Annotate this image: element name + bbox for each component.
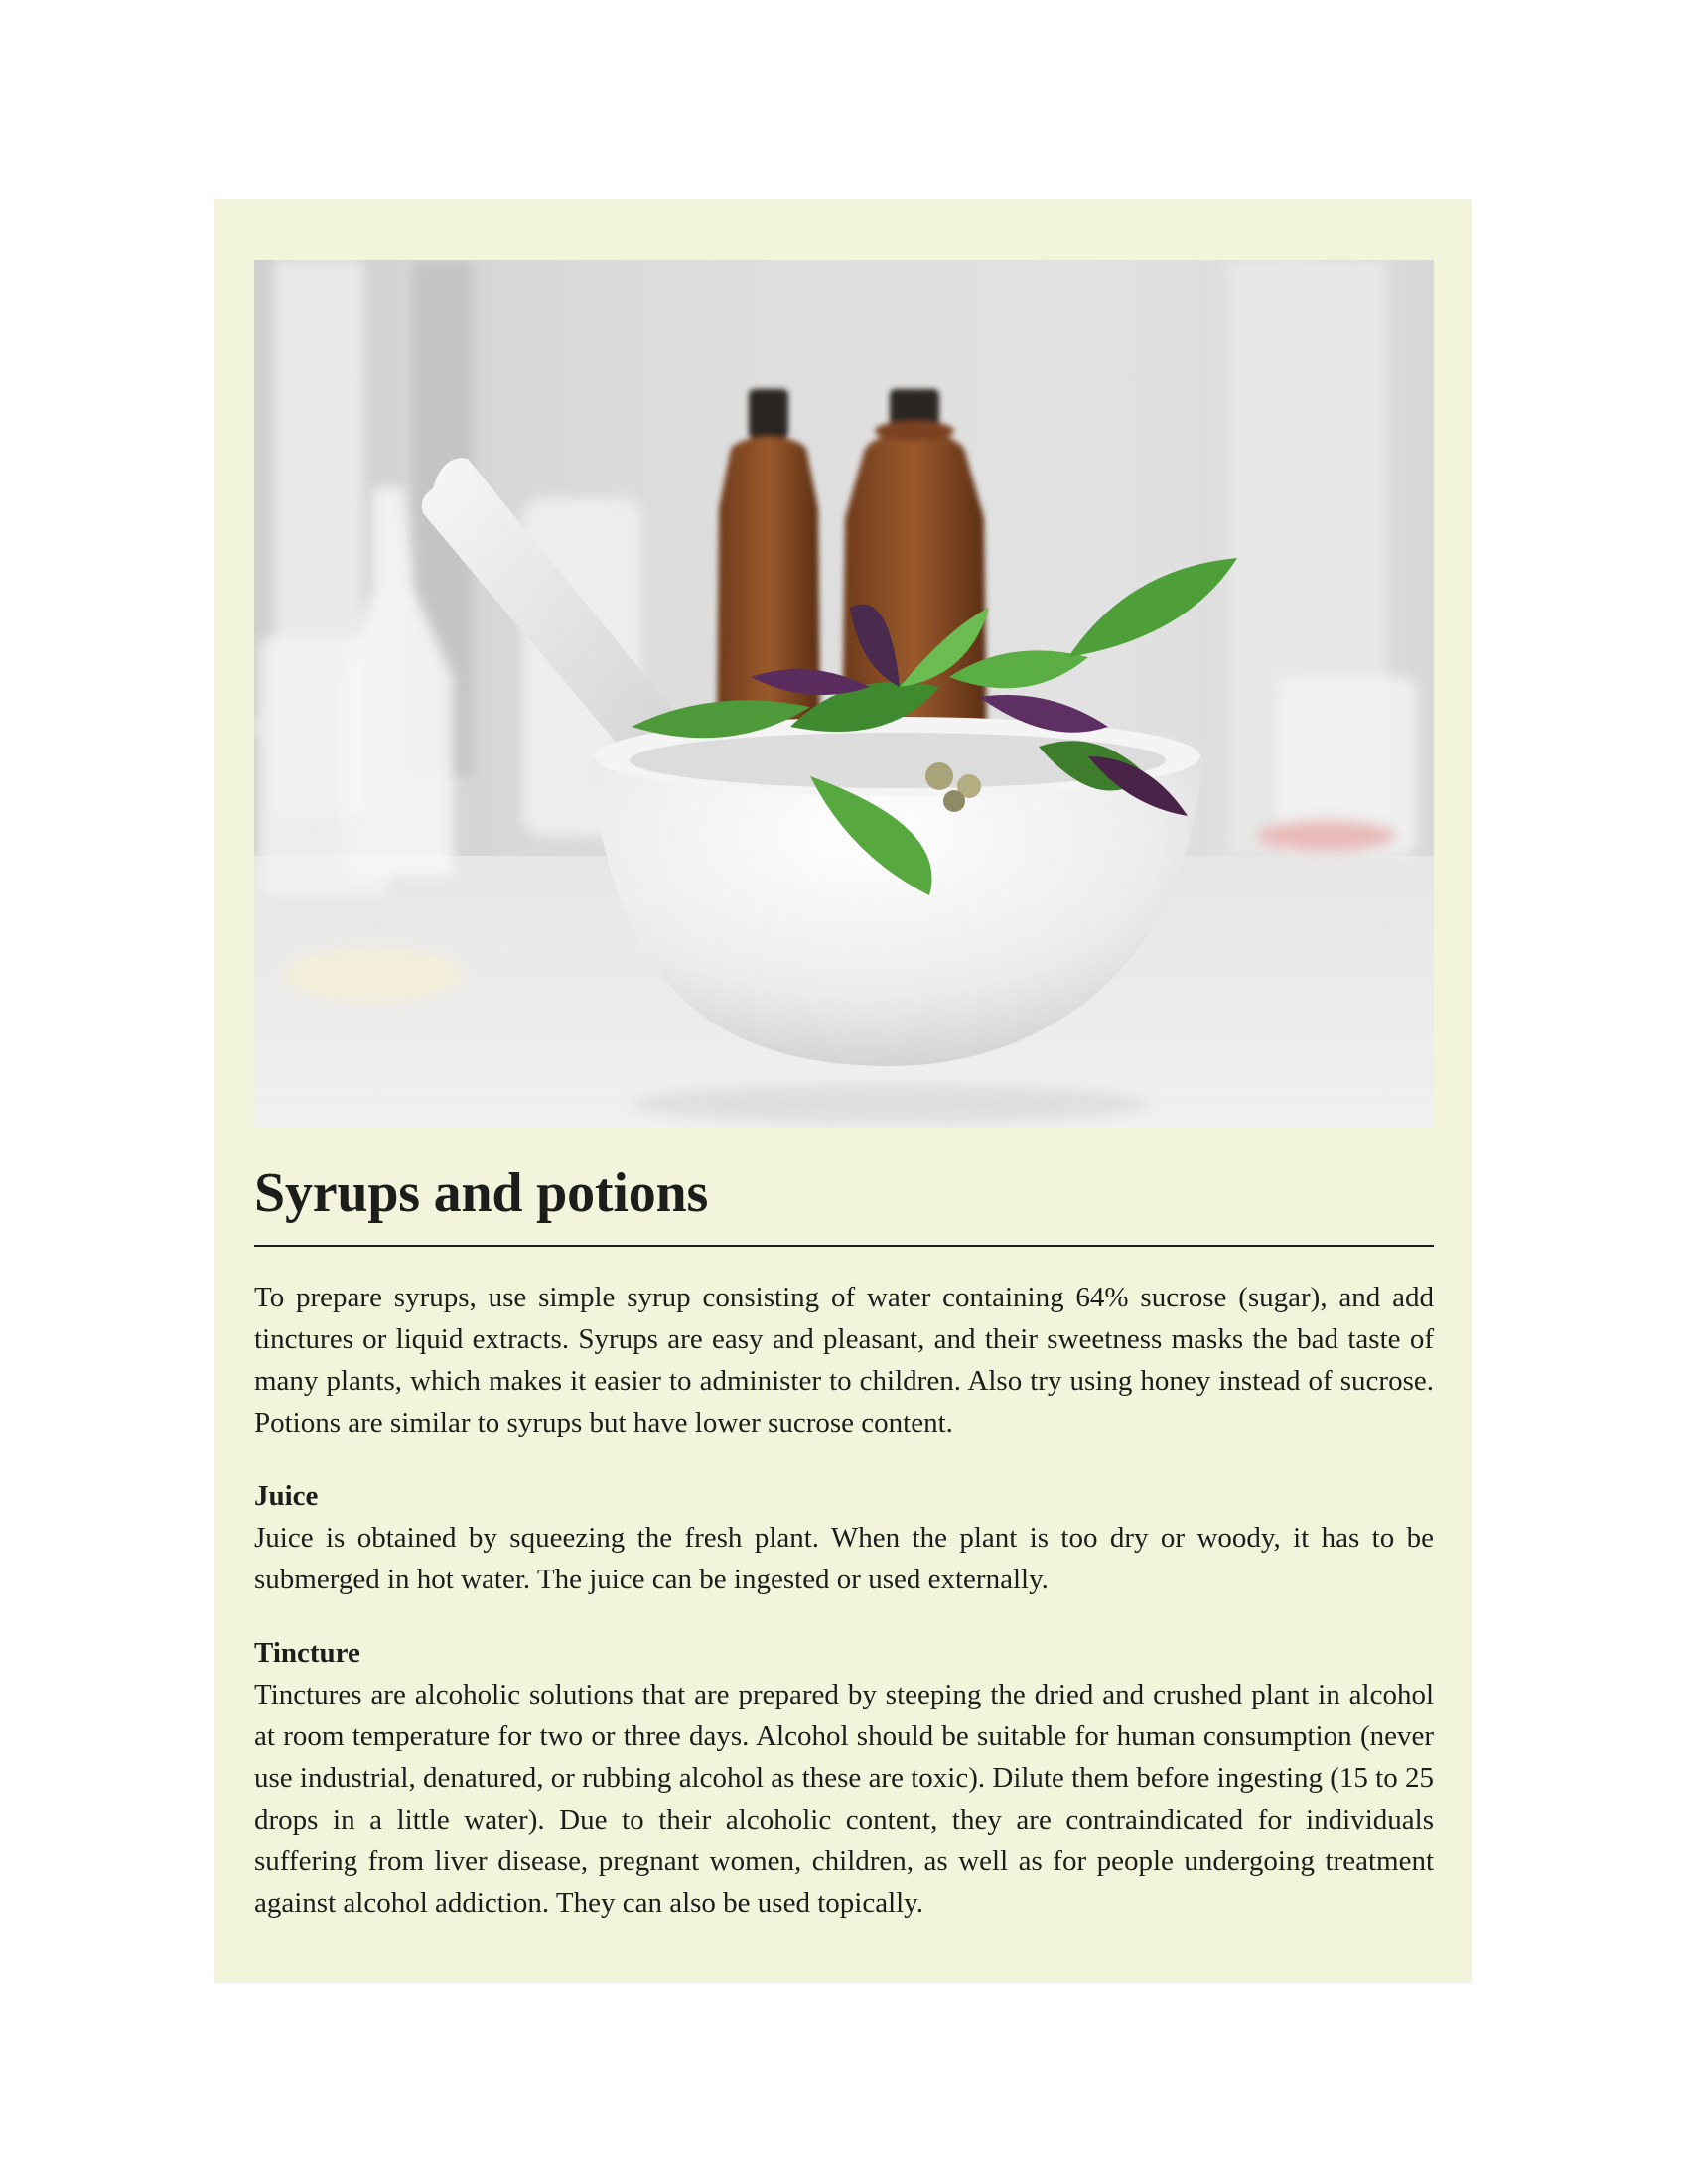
article-body bbox=[254, 1277, 1434, 1956]
section-heading-tincture: Tincture bbox=[254, 1637, 360, 1669]
intro-paragraph: To prepare syrups, use simple syrup consisting of water containing 64% sucrose (sugar), and add tinctures or liquid extracts. Syrups are easy and pleasant, and their sweetness masks the bad taste of many plants, which makes it easier to administer to children. Also try using honey instead of sucrose. Potions are similar to syrups but have lower sucrose content. bbox=[254, 1282, 1434, 1438]
article-photo bbox=[254, 260, 1434, 1128]
section-heading-juice: Juice bbox=[254, 1480, 319, 1512]
section-text-tincture: Tinctures are alcoholic solutions that are prepared by steeping the dried and crushed plant in alcohol at room temperature for two or three days. Alcohol should be suitable for human consumption (never use industrial, denatured, or rubbing alcohol as these are toxic). Dilute them before ingesting (15 to 25 drops in a little water). Due to their alcoholic content, they are contraindicated for individuals suffering from liver disease, pregnant women, children, as well as for people undergoing treatment against alcohol addiction. They can also be used topically. bbox=[254, 1679, 1434, 1919]
section-text-juice: Juice is obtained by squeezing the fresh plant. When the plant is too dry or woody, it has to be submerged in hot water. The juice can be ingested or used externally. bbox=[254, 1522, 1434, 1595]
title-divider bbox=[254, 1245, 1434, 1247]
article-panel bbox=[214, 199, 1472, 1983]
page-title: Syrups and potions bbox=[254, 1162, 709, 1224]
